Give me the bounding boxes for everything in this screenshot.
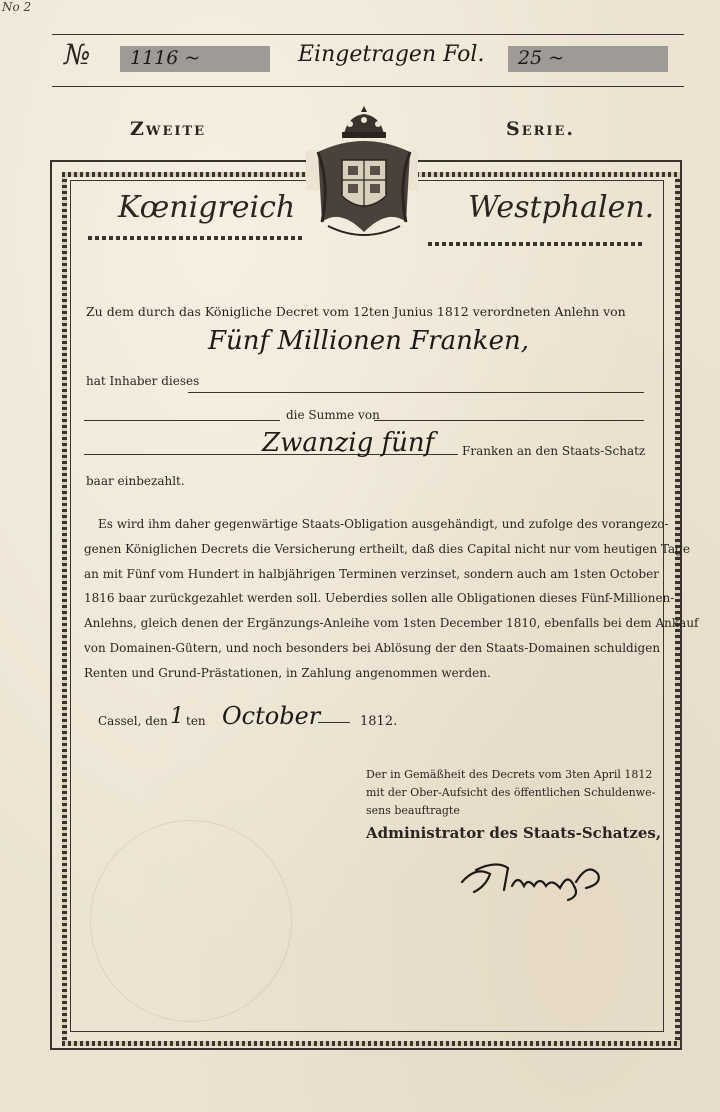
kingdom-underline-right: [428, 242, 642, 246]
amount-handwritten: Zwanzig fünf: [262, 428, 435, 458]
attestation-line-2: mit der Ober-Aufsicht des öffentlichen Schuldenwe-: [366, 786, 656, 799]
paragraph-line-4: 1816 baar zurückgezahlet werden soll. Ueberdies sollen alle Obligationen dieses Fünf-Millionen-: [84, 591, 675, 606]
register-row: [52, 38, 684, 80]
paragraph-line-3: an mit Fünf vom Hundert in halbjährigen Terminen verzinset, sondern auch am 1sten October: [84, 566, 659, 581]
number-box: [120, 46, 270, 72]
paid-line: baar einbezahlt.: [86, 474, 185, 488]
header-rule-bottom: [52, 86, 684, 87]
series-right: Serie.: [506, 118, 576, 140]
faded-seal: [90, 820, 292, 1022]
obligation-paragraph: [84, 512, 699, 686]
intro-line: Zu dem durch das Königliche Decret vom 12ten Junius 1812 verordneten Anlehn von: [86, 304, 626, 319]
holder-label: hat Inhaber dieses: [86, 374, 200, 388]
date-place: Cassel, den: [98, 714, 168, 728]
folio-value: 25 ~: [518, 47, 565, 69]
kingdom-underline-left: [88, 236, 304, 240]
paragraph-line-5: Anlehns, gleich denen der Ergänzungs-Anleihe vom 1sten December 1810, ebenfalls bei dem Ankauf: [84, 616, 699, 631]
date-day: 1: [170, 704, 184, 729]
series-left: Zweite: [130, 118, 207, 140]
signature-icon: [456, 852, 606, 902]
paragraph-line-7: Renten und Grund-Prästationen, in Zahlung angenommen werden.: [84, 665, 491, 680]
number-value: 1116 ~: [130, 47, 201, 69]
date-month: October: [222, 702, 321, 730]
sum-line-left: [84, 420, 280, 421]
kingdom-right: Westphalen.: [468, 190, 655, 225]
date-year: 1812.: [360, 714, 398, 729]
administrator-title: Administrator des Staats-Schatzes,: [366, 824, 662, 842]
folio-box: [508, 46, 668, 72]
sum-label: die Summe von: [286, 408, 380, 422]
holder-line: [188, 392, 644, 393]
coat-of-arms-icon: [308, 104, 420, 244]
attestation-line-1: Der in Gemäßheit des Decrets vom 3ten April 1812: [366, 768, 653, 781]
paragraph-line-2: genen Königlichen Decrets die Versicherung ertheilt, daß dies Capital nicht nur vom heutigen Tage: [84, 541, 690, 556]
date-dash: [318, 722, 350, 723]
paragraph-line-6: von Domainen-Gütern, und noch besonders bei Ablösung der den Staats-Domainen schuldigen: [84, 640, 661, 655]
sum-line-right: [374, 420, 644, 421]
entered-label: Eingetragen Fol.: [298, 42, 485, 67]
number-symbol: №: [64, 38, 91, 71]
header-rule-top: [52, 34, 684, 35]
amount-suffix: Franken an den Staats-Schatz: [462, 444, 646, 458]
attestation-line-3: sens beauftragte: [366, 804, 460, 817]
paragraph-line-1: Es wird ihm daher gegenwärtige Staats-Obligation ausgehändigt, und zufolge des vorangezo-: [98, 517, 669, 531]
total-amount: Fünf Millionen Franken,: [208, 326, 529, 356]
date-day-suffix: ten: [186, 714, 206, 728]
corner-note: No 2: [2, 0, 32, 14]
kingdom-left: Kœnigreich: [118, 190, 296, 225]
